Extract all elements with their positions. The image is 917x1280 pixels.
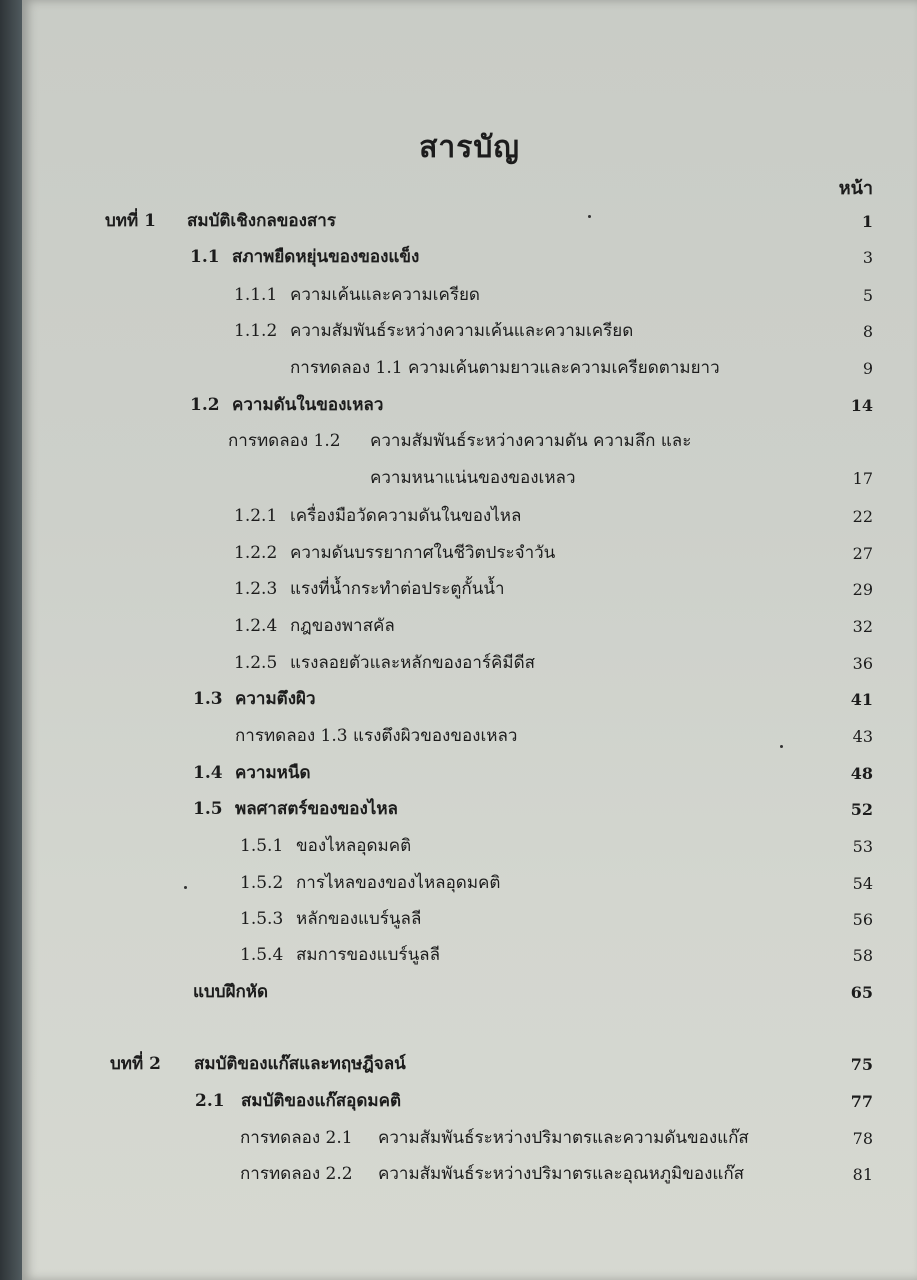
toc-entry-number: 1.2 [190,395,220,415]
toc-entry-title: สมบัติของแก๊สอุดมคติ [241,1091,402,1111]
toc-entry [234,652,535,674]
toc-entry-page: 81 [852,1165,873,1184]
toc-entry-number: 1.1 [190,247,220,267]
page-title: สารบัญ [419,130,520,165]
scan-speck [780,745,783,748]
scan-left-edge [0,0,22,1280]
toc-entry-page: 65 [850,983,873,1002]
toc-entry [234,542,555,564]
toc-entry-title: กฎของพาสคัล [290,616,395,636]
toc-entry-page: 5 [862,286,873,305]
toc-entry [235,725,517,747]
toc-entry-number: 1.4 [193,763,223,783]
toc-entry-page: 22 [852,507,873,526]
toc-entry-number: 1.5.2 [240,873,284,893]
toc-entry-number: การทดลอง 2.2 [240,1164,353,1184]
toc-entry-page: 3 [862,248,873,267]
toc-entry-title: แบบฝึกหัด [193,982,269,1002]
toc-entry [240,944,440,966]
toc-entry [193,762,311,784]
toc-entry-number: บทที่ 1 [105,211,156,231]
toc-entry-page: 78 [852,1129,873,1148]
toc-entry-title: ความสัมพันธ์ระหว่างปริมาตรและอุณหภูมิของแก๊ส [378,1164,745,1184]
toc-entry [240,1127,749,1149]
toc-entry-number: 1.5.3 [240,909,284,929]
toc-entry-number: 1.2.2 [234,543,278,563]
toc-entry [193,981,268,1003]
toc-entry-title: แรงลอยตัวและหลักของอาร์คิมีดีส [290,653,535,673]
toc-entry-page: 54 [852,874,873,893]
toc-entry-page: 43 [852,727,873,746]
toc-entry-number: 1.5.1 [240,836,284,856]
toc-entry [234,615,395,637]
toc-entry-page: 1 [861,212,873,231]
toc-entry-number: 1.5 [193,799,223,819]
toc-entry-title: ความดันในของเหลว [232,395,384,415]
toc-entry [290,357,720,379]
toc-entry [240,1163,744,1185]
toc-entry-title: การทดลอง 1.1 ความเค้นตามยาวและความเครียดตามยาว [290,358,720,378]
toc-page [22,0,917,1280]
toc-entry-title: การไหลของของไหลอุดมคติ [296,873,501,893]
toc-entry-page: 52 [850,800,873,819]
toc-entry-title: สมการของแบร์นูลลี [296,945,441,965]
toc-entry-title: ความหนืด [235,763,311,783]
toc-entry [240,872,500,894]
toc-entry-title: สมบัติของแก๊สและทฤษฎีจลน์ [194,1054,406,1074]
toc-entry-number: 1.3 [193,689,223,709]
toc-entry-title: ความเค้นและความเครียด [290,285,480,305]
toc-entry [193,688,316,710]
toc-entry [190,246,419,268]
toc-entry-page: 14 [850,396,873,415]
toc-entry-page: 48 [850,764,873,783]
toc-entry [195,1090,401,1112]
scan-speck [184,886,187,889]
toc-entry [234,578,505,600]
toc-entry-title: ความหนาแน่นของของเหลว [370,468,576,488]
toc-entry [240,835,411,857]
toc-entry-page: 56 [852,910,873,929]
toc-entry [228,430,691,452]
toc-entry-page: 32 [852,617,873,636]
toc-entry-page: 27 [852,544,873,563]
toc-entry [193,798,398,820]
toc-entry [240,908,421,930]
toc-entry [190,394,383,416]
toc-entry-title: ความสัมพันธ์ระหว่างปริมาตรและความดันของแก๊ส [378,1128,749,1148]
toc-entry [234,320,633,342]
toc-entry [105,210,336,232]
toc-entry-title: การทดลอง 1.3 แรงตึงผิวของของเหลว [235,726,518,746]
toc-entry-title: ความสัมพันธ์ระหว่างความเค้นและความเครียด [290,321,634,341]
toc-entry-number: 1.2.5 [234,653,278,673]
toc-entry-page: 77 [850,1092,873,1111]
page-column-header: หน้า [838,178,873,199]
toc-entry [110,1053,406,1075]
toc-entry-page: 53 [852,837,873,856]
scan-speck [588,215,591,218]
toc-entry-title: แรงที่น้ำกระทำต่อประตูกั้นน้ำ [290,579,505,599]
toc-entry-title: สมบัติเชิงกลของสาร [187,211,336,231]
toc-entry-number: 1.1.1 [234,285,278,305]
toc-entry-number: บทที่ 2 [110,1054,161,1074]
toc-entry-page: 41 [850,690,873,709]
toc-entry-title: พลศาสตร์ของของไหล [235,799,398,819]
toc-entry-number: 1.2.4 [234,616,278,636]
toc-entry-page: 75 [850,1055,873,1074]
toc-entry-number: การทดลอง 1.2 [228,431,341,451]
toc-entry-title: ของไหลอุดมคติ [296,836,412,856]
toc-entry-number: การทดลอง 2.1 [240,1128,353,1148]
toc-entry-number: 1.2.3 [234,579,278,599]
toc-entry-page: 29 [852,580,873,599]
toc-entry [370,467,576,489]
toc-entry [234,284,480,306]
toc-entry-number: 2.1 [195,1091,225,1111]
toc-entry-title: ความสัมพันธ์ระหว่างความดัน ความลึก และ [370,431,692,451]
toc-entry-title: เครื่องมือวัดความดันในของไหล [290,506,522,526]
toc-entry-title: ความตึงผิว [235,689,316,709]
toc-entry-title: หลักของแบร์นูลลี [296,909,422,929]
toc-entry-title: สภาพยืดหยุ่นของของแข็ง [232,247,420,267]
toc-entry-page: 58 [852,946,873,965]
toc-entry-number: 1.5.4 [240,945,284,965]
toc-entry-number: 1.1.2 [234,321,278,341]
toc-entry-page: 8 [862,322,873,341]
toc-entry-page: 17 [852,469,873,488]
toc-entry-title: ความดันบรรยากาศในชีวิตประจำวัน [290,543,556,563]
toc-entry-number: 1.2.1 [234,506,278,526]
toc-entry [234,505,521,527]
toc-entry-page: 9 [862,359,873,378]
toc-entry-page: 36 [852,654,873,673]
